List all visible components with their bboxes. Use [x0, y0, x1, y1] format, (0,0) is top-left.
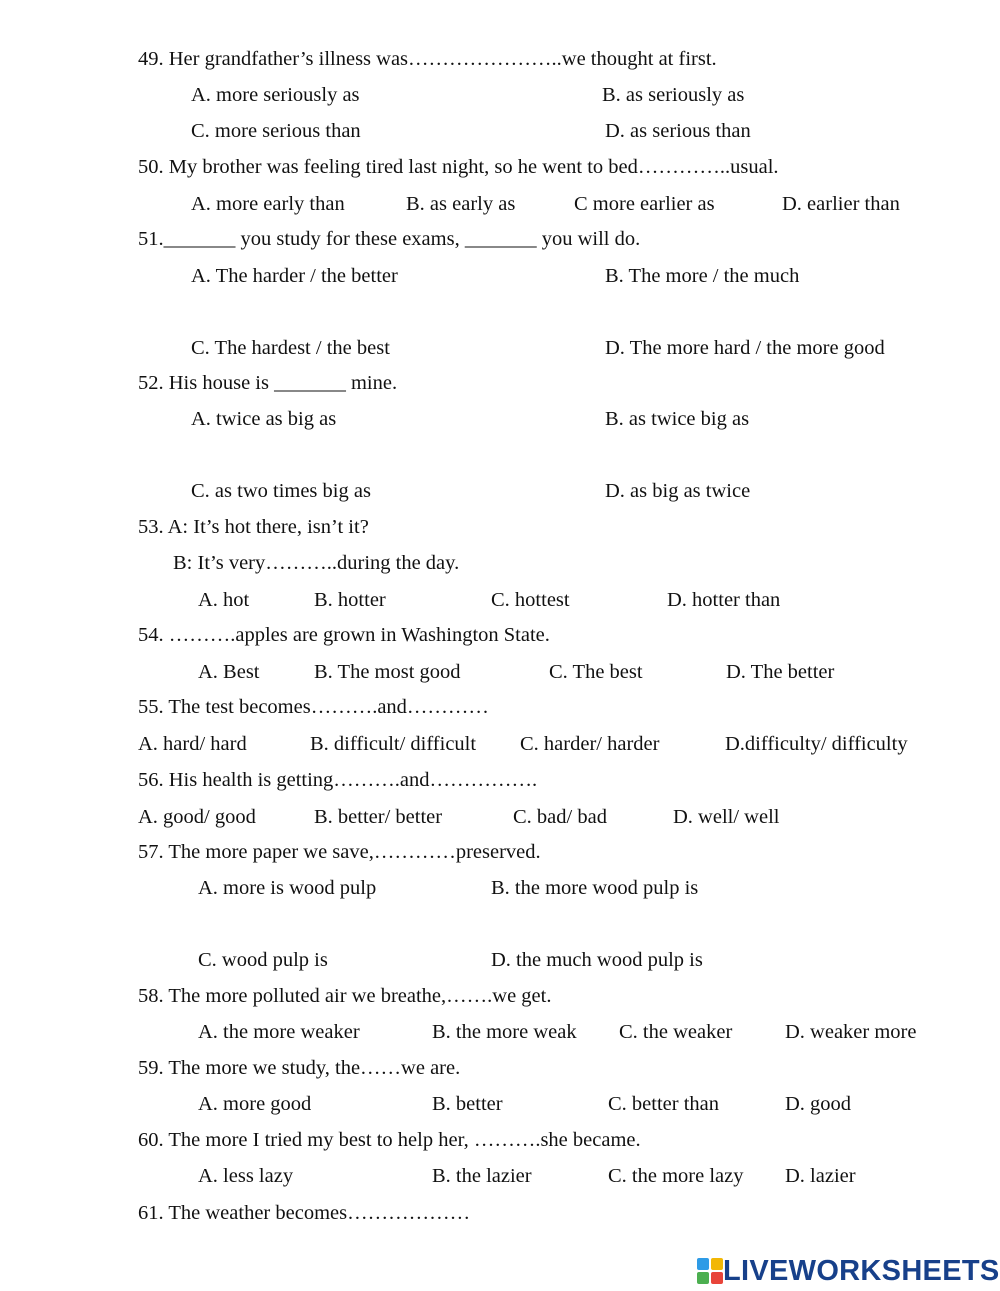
option-a[interactable]: A. less lazy	[198, 1165, 294, 1187]
liveworksheets-logo	[697, 1256, 1000, 1286]
option-a[interactable]: A. twice as big as	[191, 408, 337, 430]
option-b[interactable]: B. The more / the much	[605, 265, 800, 287]
option-b[interactable]: B. the more wood pulp is	[491, 877, 699, 899]
question-stem: 49. Her grandfather’s illness was…………………..we thought at first.	[138, 48, 717, 70]
option-b[interactable]: B. as twice big as	[605, 408, 750, 430]
option-b[interactable]: B. better/ better	[314, 806, 443, 828]
option-c[interactable]: C. the more lazy	[608, 1165, 744, 1187]
option-a[interactable]: A. hard/ hard	[138, 733, 247, 755]
question-stem: 58. The more polluted air we breathe,…….we get.	[138, 985, 552, 1007]
question-stem: 57. The more paper we save,…………preserved.	[138, 841, 541, 863]
option-b[interactable]: B. as seriously as	[602, 84, 745, 106]
option-d[interactable]: D. hotter than	[667, 589, 781, 611]
question-stem: 61. The weather becomes………………	[138, 1202, 471, 1224]
option-a[interactable]: A. Best	[198, 661, 260, 683]
question-stem: 59. The more we study, the……we are.	[138, 1057, 461, 1079]
option-d[interactable]: D. well/ well	[673, 806, 780, 828]
option-c[interactable]: C. The hardest / the best	[191, 337, 390, 359]
question-stem: 50. My brother was feeling tired last night, so he went to bed…………..usual.	[138, 156, 779, 178]
option-d[interactable]: D. lazier	[785, 1165, 856, 1187]
option-b[interactable]: B. the lazier	[432, 1165, 532, 1187]
option-c[interactable]: C. bad/ bad	[513, 806, 607, 828]
question-stem: 55. The test becomes……….and…………	[138, 696, 489, 718]
option-c[interactable]: C. more serious than	[191, 120, 361, 142]
option-a[interactable]: A. more seriously as	[191, 84, 360, 106]
option-c[interactable]: C. wood pulp is	[198, 949, 328, 971]
question-stem: 53. A: It’s hot there, isn’t it?	[138, 516, 369, 538]
option-d[interactable]: D. as big as twice	[605, 480, 751, 502]
option-c[interactable]: C. better than	[608, 1093, 720, 1115]
option-d[interactable]: D. The more hard / the more good	[605, 337, 885, 359]
option-d[interactable]: D. weaker more	[785, 1021, 917, 1043]
option-c[interactable]: C. hottest	[491, 589, 570, 611]
option-c[interactable]: C. The best	[549, 661, 643, 683]
question-stem: 54. ……….apples are grown in Washington State.	[138, 624, 550, 646]
option-d[interactable]: D. as serious than	[605, 120, 751, 142]
question-stem: 52. His house is _______ mine.	[138, 372, 398, 394]
option-d[interactable]: D. the much wood pulp is	[491, 949, 703, 971]
question-stem-reply: B: It’s very………..during the day.	[173, 552, 460, 574]
option-b[interactable]: B. hotter	[314, 589, 386, 611]
option-b[interactable]: B. as early as	[406, 193, 516, 215]
option-c[interactable]: C more earlier as	[574, 193, 715, 215]
option-c[interactable]: C. the weaker	[619, 1021, 733, 1043]
option-d[interactable]: D. earlier than	[782, 193, 900, 215]
option-a[interactable]: A. more good	[198, 1093, 312, 1115]
option-a[interactable]: A. good/ good	[138, 806, 256, 828]
question-stem: 60. The more I tried my best to help her, ……….she became.	[138, 1129, 641, 1151]
option-b[interactable]: B. the more weak	[432, 1021, 577, 1043]
option-a[interactable]: A. hot	[198, 589, 250, 611]
option-b[interactable]: B. The most good	[314, 661, 461, 683]
option-d[interactable]: D. good	[785, 1093, 852, 1115]
option-c[interactable]: C. harder/ harder	[520, 733, 660, 755]
option-a[interactable]: A. The harder / the better	[191, 265, 398, 287]
option-a[interactable]: A. the more weaker	[198, 1021, 360, 1043]
option-d[interactable]: D. The better	[726, 661, 835, 683]
option-b[interactable]: B. better	[432, 1093, 503, 1115]
question-stem: 51._______ you study for these exams, _______ you will do.	[138, 228, 641, 250]
option-c[interactable]: C. as two times big as	[191, 480, 371, 502]
question-stem: 56. His health is getting……….and…………….	[138, 769, 538, 791]
liveworksheets-logo-icon	[697, 1258, 723, 1284]
option-d[interactable]: D.difficulty/ difficulty	[725, 733, 908, 755]
option-a[interactable]: A. more early than	[191, 193, 345, 215]
option-a[interactable]: A. more is wood pulp	[198, 877, 377, 899]
liveworksheets-logo-text: LIVEWORKSHEETS	[723, 1254, 1000, 1287]
option-b[interactable]: B. difficult/ difficult	[310, 733, 477, 755]
